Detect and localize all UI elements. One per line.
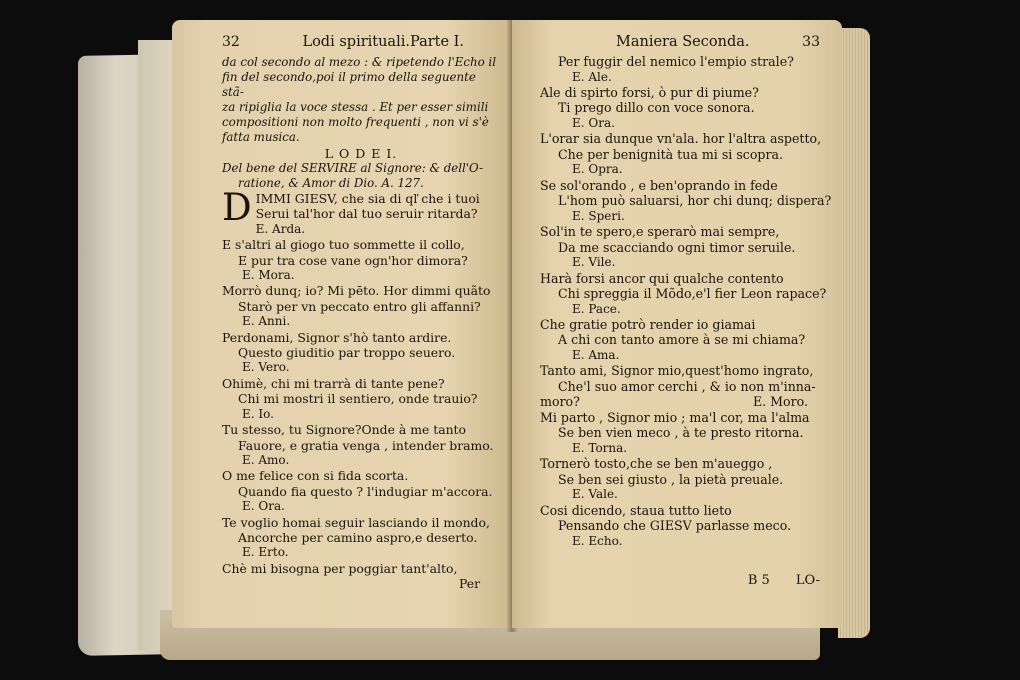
verse-line: Perdonami, Signor s'hò tanto ardire.	[222, 329, 452, 345]
echo-response: E. Erto.	[242, 545, 289, 560]
right-running-head: Maniera Seconda.	[616, 34, 750, 50]
intro-line: da col secondo al mezo : & ripetendo l'Echo il	[222, 55, 496, 69]
verse-line: IMMI GIESV, che sia di qľ che i tuoi	[255, 191, 480, 206]
intro-line: za ripiglia la voce stessa . Et per esser simili	[222, 100, 489, 114]
verse-line: Tanto ami, Signor mio,quest'homo ingrato,	[540, 363, 814, 379]
section-heading: L O D E I.	[324, 146, 398, 161]
left-page	[172, 20, 512, 628]
left-verse	[222, 186, 500, 576]
verse-line: Ale di spirto forsi, ò pur di piume?	[540, 84, 759, 100]
verse-line: Harà forsi ancor qui qualche contento	[540, 270, 784, 286]
subtitle-line: ratione, & Amor di Dio. A. 127.	[238, 176, 424, 190]
verse-line: Te voglio homai seguir lasciando il mondo,	[222, 514, 490, 530]
verse-line: A chi con tanto amore à se mi chiama?	[558, 332, 806, 348]
verse-line: L'hom può saluarsi, hor chi dunq; dispera?	[558, 193, 832, 209]
verse-line: Quando fia questo ? l'indugiar m'accora.	[238, 483, 493, 499]
section-subtitle	[222, 161, 500, 191]
echo-response: E. Anni.	[242, 314, 291, 329]
verse-line: Questo giuditio par troppo seuero.	[238, 345, 456, 361]
verse-line: Pensando che GIESV parlasse meco.	[558, 518, 792, 534]
verse-line: Sol'in te spero,e sperarò mai sempre,	[540, 224, 780, 240]
right-footer	[512, 573, 820, 588]
verse-line: Chè mi bisogna per poggiar tant'alto,	[222, 560, 458, 576]
drop-capital: D	[222, 186, 252, 229]
verse-line: L'orar sia dunque vn'ala. hor l'altra aspetto,	[540, 131, 822, 147]
echo-response: E. Ora.	[572, 115, 615, 130]
verse-line: O me felice con si fida scorta.	[222, 468, 409, 484]
verse-line: Se ben vien meco , à te presto ritorna.	[558, 425, 804, 441]
right-page-number: 33	[802, 34, 820, 50]
verse-line: Che gratie potrò render io giamai	[540, 316, 756, 332]
verse-line: E s'altri al giogo tuo sommette il collo,	[222, 237, 465, 253]
echo-response: E. Amo.	[242, 452, 290, 467]
echo-response: E. Mora.	[242, 268, 295, 283]
verse-line: Che'l suo amor cerchi , & io non m'inna-	[558, 378, 816, 394]
verse-line: Se ben sei giusto , la pietà preuale.	[558, 471, 784, 487]
right-verse-continued	[540, 410, 820, 549]
echo-response: E. Pace.	[572, 301, 621, 316]
intro-line: fin del secondo,poi il primo della seguente stã-	[222, 70, 476, 99]
left-header	[222, 34, 500, 54]
verse-line: Starò per vn peccato entro gli affanni?	[238, 298, 481, 314]
verse-line: E pur tra cose vane ogn'hor dimora?	[238, 252, 468, 268]
verse-line: Chi mi mostri il sentiero, onde trauio?	[238, 391, 478, 407]
echo-response: E. Vale.	[572, 487, 618, 502]
intro-paragraph	[222, 55, 500, 145]
echo-response: E. Speri.	[572, 208, 625, 223]
left-catchword: Per	[458, 576, 480, 592]
intro-line: fatta musica.	[222, 130, 300, 144]
signature-mark: B 5	[747, 573, 770, 588]
verse-line: Tu stesso, tu Signore?Onde à me tanto	[222, 422, 467, 438]
echo-response: E. Moro.	[752, 394, 808, 410]
echo-response: E. Vero.	[242, 360, 290, 375]
verse-line: Da me scacciando ogni timor seruile.	[558, 239, 796, 255]
echo-response: E. Opra.	[572, 162, 623, 177]
verse-line: Tornerò tosto,che se ben m'aueggo ,	[540, 456, 773, 472]
intro-line: compositioni non molto frequenti , non vi s'è	[222, 115, 489, 129]
subtitle-line: Del bene del SERVIRE al Signore: & dell'O-	[222, 161, 484, 175]
verse-line: Ti prego dillo con voce sonora.	[558, 100, 755, 116]
verse-line: Morrò dunq; io? Mi pēto. Hor dimmi quãto	[222, 283, 491, 299]
verse-line: Fauore, e gratia venga , intender bramo.	[238, 437, 494, 453]
verse-line: Se sol'orando , e ben'oprando in fede	[540, 177, 778, 193]
echo-response: E. Arda.	[255, 221, 306, 236]
right-verse	[540, 54, 832, 394]
verse-line: Ohimè, chi mi trarrà di tante pene?	[222, 375, 445, 391]
echo-response: E. Vile.	[572, 255, 616, 270]
left-page-number: 32	[222, 34, 240, 50]
page-block-edge	[838, 28, 870, 638]
echo-response: E. Io.	[242, 406, 274, 421]
verse-line: Per fuggir del nemico l'empio strale?	[558, 54, 794, 69]
echo-response: E. Ale.	[572, 69, 612, 84]
right-catchword: LO-	[795, 573, 820, 588]
verse-line: Che per benignità tua mi si scopra.	[558, 146, 784, 162]
echo-response: E. Ora.	[242, 499, 285, 514]
verse-line: Cosi dicendo, staua tutto lieto	[540, 502, 732, 518]
left-running-head: Lodi spirituali.Parte I.	[302, 34, 464, 50]
verse-line: Serui tal'hor dal tuo seruir ritarda?	[255, 206, 478, 222]
right-header	[540, 34, 820, 54]
verse-line: Ancorche per camino aspro,e deserto.	[238, 529, 478, 545]
verse-line: Chi spreggia il Mõdo,e'l fier Leon rapace?	[558, 286, 827, 302]
echo-response: E. Torna.	[572, 440, 628, 455]
echo-response: E. Ama.	[572, 347, 620, 362]
verse-line: Mi parto , Signor mio ; ma'l cor, ma l'alma	[540, 409, 810, 425]
verse-fragment: moro?	[540, 394, 580, 410]
right-page	[512, 20, 842, 628]
verse-line-split	[540, 394, 820, 410]
echo-response: E. Echo.	[572, 533, 623, 548]
